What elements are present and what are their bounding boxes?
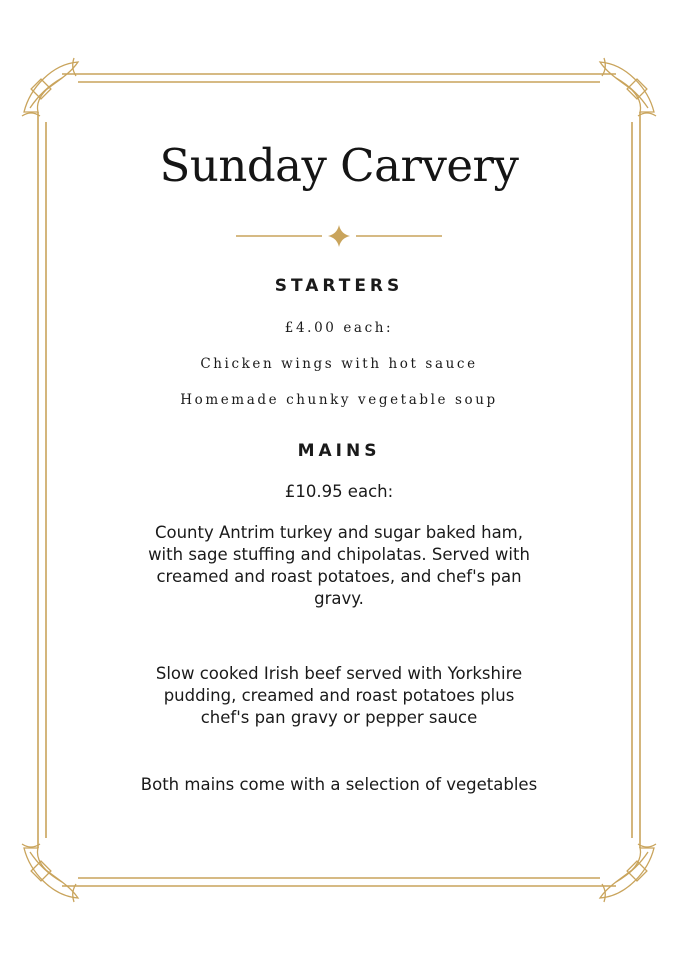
main-item: County Antrim turkey and sugar baked ham, with sage stuffing and chipolatas. Served with creamed and roast potatoes, and chef's pan gravy.: [148, 523, 530, 608]
mains-heading: MAINS: [297, 441, 381, 461]
menu-title: Sunday Carvery: [159, 139, 519, 192]
corner-ornament-top-right-icon: [600, 58, 656, 116]
main-item: Slow cooked Irish beef served with Yorkshire pudding, creamed and roast potatoes plus chef's pan gravy or pepper sauce: [155, 664, 523, 727]
starter-item: Chicken wings with hot sauce: [200, 356, 478, 372]
mains-price: £10.95 each:: [284, 482, 394, 501]
mains-note: Both mains come with a selection of vegetables: [140, 775, 538, 794]
corner-ornament-bottom-left-icon: [22, 844, 78, 902]
corner-ornament-top-left-icon: [22, 58, 78, 116]
corner-ornament-bottom-right-icon: [600, 844, 656, 902]
starters-price: £4.00 each:: [284, 320, 394, 336]
starters-heading: STARTERS: [274, 276, 404, 296]
starter-item: Homemade chunky vegetable soup: [180, 392, 498, 408]
four-point-star-divider-icon: [230, 222, 448, 250]
